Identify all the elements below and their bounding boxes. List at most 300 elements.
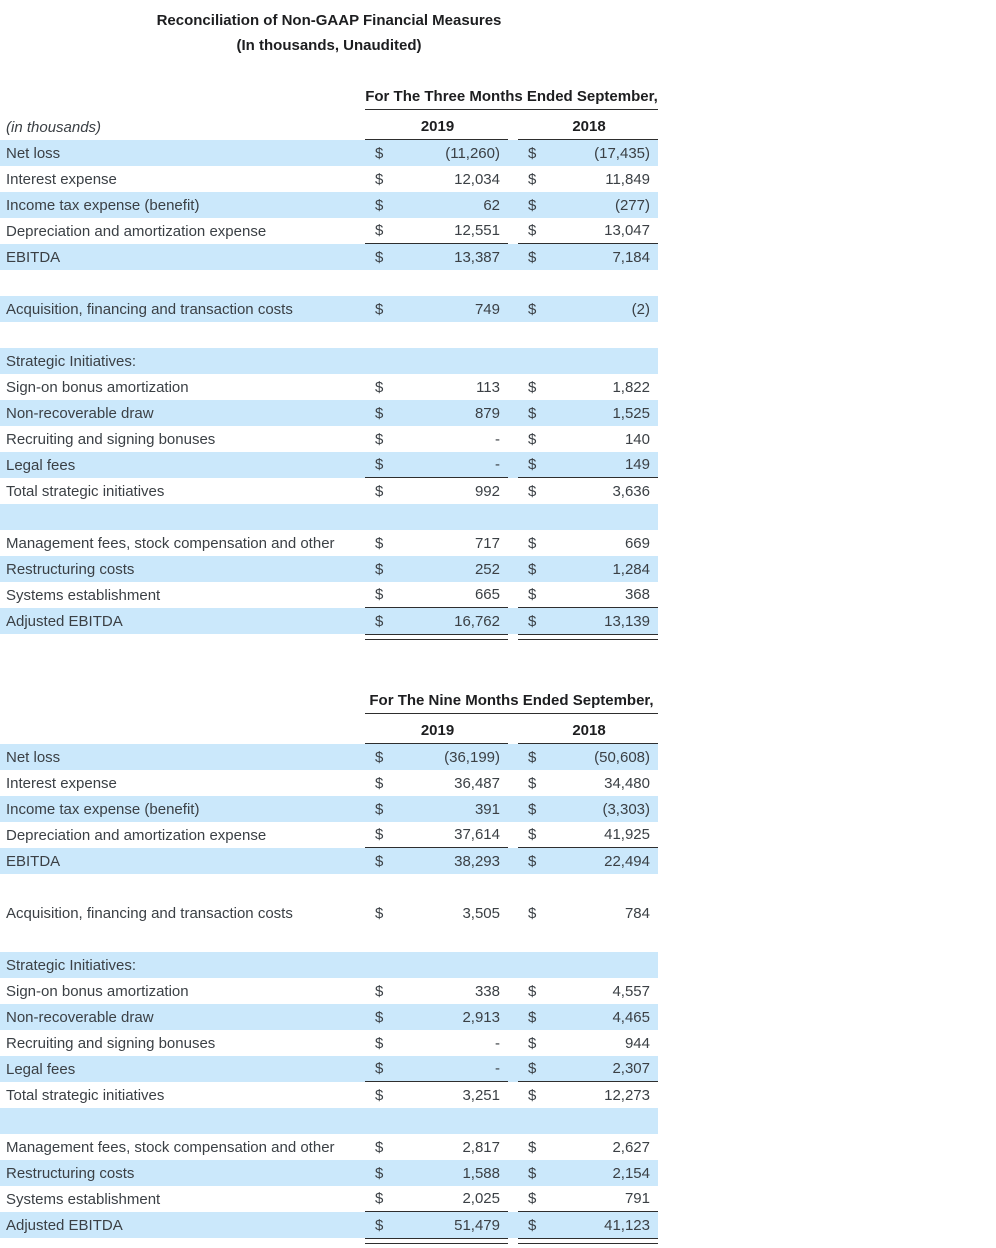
column-gap [508, 978, 518, 1004]
year-column-header-2018: 2018 [518, 714, 658, 744]
in-thousands-note: (in thousands) [6, 119, 102, 136]
dollar-sign: $ [528, 1008, 537, 1026]
column-gap [508, 166, 518, 192]
column-gap [508, 400, 518, 426]
table-row [0, 192, 658, 218]
value: 992 [474, 482, 500, 500]
dollar-sign: $ [375, 1164, 384, 1182]
table-rows [0, 744, 658, 1238]
value-cell [518, 1030, 658, 1056]
row-label: Restructuring costs [6, 1164, 135, 1182]
value-cell [518, 1160, 658, 1186]
value-cell [365, 166, 508, 192]
value-cell [518, 1134, 658, 1160]
dollar-sign: $ [375, 300, 384, 318]
value: 34,480 [604, 774, 650, 792]
value-cell [365, 530, 508, 556]
dollar-sign: $ [375, 170, 384, 188]
dollar-sign: $ [375, 534, 384, 552]
dollar-sign: $ [528, 1216, 537, 1234]
value: 3,505 [462, 904, 500, 922]
value-cell [518, 530, 658, 556]
column-gap [508, 1056, 518, 1082]
dollar-sign: $ [528, 456, 537, 473]
value-cell [365, 374, 508, 400]
period-header-row [0, 688, 658, 714]
value: (36,199) [444, 748, 500, 766]
dollar-sign: $ [528, 404, 537, 422]
table-row [0, 426, 658, 452]
value-cell [518, 978, 658, 1004]
table-row [0, 478, 658, 504]
row-label: Net loss [6, 748, 61, 766]
dollar-sign: $ [375, 456, 384, 473]
double-rule-right [518, 1238, 658, 1244]
column-gap [508, 848, 518, 874]
dollar-sign: $ [375, 1008, 384, 1026]
table-row [0, 900, 658, 926]
value: (11,260) [445, 144, 500, 162]
value: (17,435) [594, 144, 650, 162]
value-cell [518, 296, 658, 322]
value: 41,123 [604, 1216, 650, 1234]
value-cell [518, 744, 658, 770]
value-cell [365, 478, 508, 504]
dollar-sign: $ [375, 1216, 384, 1234]
column-gap [508, 582, 518, 608]
value-cell [365, 582, 508, 608]
row-label: Income tax expense (benefit) [6, 196, 200, 214]
table-row [0, 822, 658, 848]
column-gap [508, 900, 518, 926]
row-label: Adjusted EBITDA [6, 612, 123, 630]
column-gap [508, 822, 518, 848]
dollar-sign: $ [528, 378, 537, 396]
dollar-sign: $ [375, 248, 384, 266]
title-line1: Reconciliation of Non-GAAP Financial Measures [156, 12, 502, 29]
value: 2,627 [612, 1138, 650, 1156]
table-row [0, 848, 658, 874]
column-gap [508, 1238, 518, 1244]
value-cell [518, 166, 658, 192]
table-row [0, 530, 658, 556]
value-cell [518, 582, 658, 608]
dollar-sign: $ [375, 1138, 384, 1156]
column-gap [508, 1160, 518, 1186]
value: - [495, 456, 500, 473]
value: 113 [476, 378, 500, 396]
value: 13,047 [604, 222, 650, 239]
row-label: Total strategic initiatives [6, 1086, 165, 1104]
dollar-sign: $ [375, 222, 384, 239]
value-cell [518, 244, 658, 270]
table-row [0, 374, 658, 400]
value-cell [518, 770, 658, 796]
value: 149 [624, 456, 650, 473]
row-label: Systems establishment [6, 1190, 161, 1208]
dollar-sign: $ [375, 904, 384, 922]
row-label: Total strategic initiatives [6, 482, 165, 500]
column-gap [508, 556, 518, 582]
value: 1,525 [612, 404, 650, 422]
column-gap [508, 296, 518, 322]
year-header-spacer [0, 714, 365, 744]
value: 7,184 [612, 248, 650, 266]
column-gap [508, 140, 518, 166]
value-cell [365, 192, 508, 218]
three-months-table [0, 84, 658, 640]
row-label: Acquisition, financing and transaction costs [6, 904, 293, 922]
dollar-sign: $ [375, 1190, 384, 1207]
value: 12,551 [454, 222, 500, 239]
row-label: EBITDA [6, 852, 61, 870]
dollar-sign: $ [528, 826, 537, 843]
row-label: Recruiting and signing bonuses [6, 1034, 216, 1052]
table-row [0, 978, 658, 1004]
value-cell [365, 1082, 508, 1108]
dollar-sign: $ [375, 612, 384, 630]
value-cell [365, 1160, 508, 1186]
value: 2,154 [612, 1164, 650, 1182]
dollar-sign: $ [375, 748, 384, 766]
dollar-sign: $ [528, 534, 537, 552]
value: 16,762 [454, 612, 500, 630]
table-row [0, 796, 658, 822]
column-gap [508, 1134, 518, 1160]
value: 717 [474, 534, 500, 552]
table-row [0, 770, 658, 796]
year-header-row [0, 110, 658, 140]
table-row [0, 1004, 658, 1030]
value: 1,284 [612, 560, 650, 578]
dollar-sign: $ [375, 774, 384, 792]
row-label: Legal fees [6, 456, 76, 474]
value: 13,387 [454, 248, 500, 266]
value: 3,251 [462, 1086, 500, 1104]
value: 3,636 [612, 482, 650, 500]
value: (50,608) [594, 748, 650, 766]
value: (3,303) [602, 800, 650, 818]
row-label: Strategic Initiatives: [6, 956, 137, 974]
row-label: Restructuring costs [6, 560, 135, 578]
row-label: Systems establishment [6, 586, 161, 604]
value-cell [365, 770, 508, 796]
row-label: Sign-on bonus amortization [6, 982, 189, 1000]
value: - [495, 1060, 500, 1077]
table-row [0, 218, 658, 244]
table-row [0, 1134, 658, 1160]
column-gap [508, 244, 518, 270]
table-row [0, 166, 658, 192]
column-gap [508, 1004, 518, 1030]
value-cell [365, 140, 508, 166]
value-cell [365, 608, 508, 634]
dollar-sign: $ [528, 560, 537, 578]
row-label: Interest expense [6, 170, 117, 188]
table-row [0, 244, 658, 270]
table-rows [0, 140, 658, 634]
double-rule-left [365, 1238, 508, 1244]
value: 1,588 [462, 1164, 500, 1182]
value-cell [365, 1004, 508, 1030]
dollar-sign: $ [528, 1060, 537, 1077]
row-label: Income tax expense (benefit) [6, 800, 200, 818]
value-cell [518, 900, 658, 926]
row-label: Management fees, stock compensation and other [6, 534, 335, 552]
value-cell [518, 608, 658, 634]
dollar-sign: $ [375, 1060, 384, 1077]
table-row [0, 1030, 658, 1056]
nine-months-table [0, 688, 658, 1244]
value-cell [518, 796, 658, 822]
row-label: EBITDA [6, 248, 61, 266]
row-label: Legal fees [6, 1060, 76, 1078]
value: 791 [624, 1190, 650, 1207]
dollar-sign: $ [528, 482, 537, 500]
dollar-sign: $ [375, 586, 384, 603]
value-cell [365, 452, 508, 478]
row-label: Recruiting and signing bonuses [6, 430, 216, 448]
value-cell [518, 140, 658, 166]
value: 41,925 [604, 826, 650, 843]
row-label: Non-recoverable draw [6, 404, 154, 422]
value-cell [365, 218, 508, 244]
value: - [495, 1034, 500, 1052]
value: 37,614 [454, 826, 500, 843]
value-cell [365, 1134, 508, 1160]
value-cell [518, 1082, 658, 1108]
value: 36,487 [454, 774, 500, 792]
table-row [0, 400, 658, 426]
value: 338 [474, 982, 500, 1000]
value-cell [365, 900, 508, 926]
dollar-sign: $ [375, 430, 384, 448]
dollar-sign: $ [375, 404, 384, 422]
dollar-sign: $ [375, 852, 384, 870]
row-label: Depreciation and amortization expense [6, 826, 267, 844]
dollar-sign: $ [375, 982, 384, 1000]
row-label: Non-recoverable draw [6, 1008, 154, 1026]
dollar-sign: $ [528, 300, 537, 318]
column-gap [508, 374, 518, 400]
column-gap [508, 110, 518, 140]
value-cell [365, 426, 508, 452]
spacer-row [0, 270, 658, 296]
value: 4,557 [612, 982, 650, 1000]
spacer-row [0, 926, 658, 952]
value-cell [518, 1056, 658, 1082]
section-header-row [0, 952, 658, 978]
period-header: For The Three Months Ended September, [365, 88, 658, 110]
dollar-sign: $ [375, 144, 384, 162]
dollar-sign: $ [528, 1034, 537, 1052]
dollar-sign: $ [528, 248, 537, 266]
value: 784 [624, 904, 650, 922]
row-label: Strategic Initiatives: [6, 352, 137, 370]
dollar-sign: $ [528, 852, 537, 870]
value: 879 [474, 404, 500, 422]
value: 391 [474, 800, 500, 818]
value-cell [365, 244, 508, 270]
value: 368 [624, 586, 650, 603]
column-gap [508, 1030, 518, 1056]
table-row [0, 1212, 658, 1238]
dollar-sign: $ [375, 1086, 384, 1104]
dollar-sign: $ [528, 586, 537, 603]
table-row [0, 744, 658, 770]
value-cell [365, 1056, 508, 1082]
year-column-header-2019: 2019 [365, 110, 508, 140]
dollar-sign: $ [528, 1086, 537, 1104]
table-row [0, 1056, 658, 1082]
value-cell [518, 822, 658, 848]
column-gap [508, 452, 518, 478]
value-cell [518, 478, 658, 504]
dollar-sign: $ [375, 826, 384, 843]
spacer-row [0, 322, 658, 348]
value-cell [365, 822, 508, 848]
table-row [0, 608, 658, 634]
column-gap [508, 478, 518, 504]
column-gap [508, 770, 518, 796]
row-label: Net loss [6, 144, 61, 162]
year-column-header-2019: 2019 [365, 714, 508, 744]
value: (277) [614, 196, 650, 214]
value: 1,822 [612, 378, 650, 396]
value: 51,479 [454, 1216, 500, 1234]
document-content [0, 8, 658, 1244]
table-row [0, 1186, 658, 1212]
row-label: Depreciation and amortization expense [6, 222, 267, 240]
value-cell [365, 400, 508, 426]
value-cell [518, 452, 658, 478]
value-cell [518, 848, 658, 874]
value: 2,025 [462, 1190, 500, 1207]
column-gap [508, 714, 518, 744]
value: 22,494 [604, 852, 650, 870]
dollar-sign: $ [375, 1034, 384, 1052]
value-cell [518, 556, 658, 582]
column-gap [508, 530, 518, 556]
double-rule-left [365, 634, 508, 640]
dollar-sign: $ [375, 560, 384, 578]
value: 669 [624, 534, 650, 552]
year-column-header-2018: 2018 [518, 110, 658, 140]
value: 62 [483, 196, 500, 214]
row-label: Interest expense [6, 774, 117, 792]
dollar-sign: $ [528, 222, 537, 239]
value-cell [518, 192, 658, 218]
value-cell [365, 744, 508, 770]
table-row [0, 1160, 658, 1186]
table-row [0, 140, 658, 166]
value-cell [518, 218, 658, 244]
dollar-sign: $ [528, 904, 537, 922]
row-label: Sign-on bonus amortization [6, 378, 189, 396]
value-cell [365, 1186, 508, 1212]
table-row [0, 582, 658, 608]
value-cell [518, 1186, 658, 1212]
tables-spacer [0, 640, 658, 688]
spacer-row [0, 874, 658, 900]
year-header-row [0, 714, 658, 744]
value-cell [365, 978, 508, 1004]
dollar-sign: $ [375, 378, 384, 396]
value: 252 [474, 560, 500, 578]
value: 11,849 [605, 170, 650, 188]
value-cell [365, 1212, 508, 1238]
value-cell [365, 1030, 508, 1056]
value-cell [365, 556, 508, 582]
spacer-row [0, 504, 658, 530]
value: 944 [624, 1034, 650, 1052]
value: 665 [474, 586, 500, 603]
value-cell [518, 426, 658, 452]
double-rule-row [0, 1238, 658, 1244]
row-label: Adjusted EBITDA [6, 1216, 123, 1234]
value-cell [365, 296, 508, 322]
value: 4,465 [612, 1008, 650, 1026]
value: 2,307 [612, 1060, 650, 1077]
dollar-sign: $ [528, 800, 537, 818]
column-gap [508, 218, 518, 244]
dollar-sign: $ [375, 800, 384, 818]
table-row [0, 556, 658, 582]
double-rule-right [518, 634, 658, 640]
column-gap [508, 608, 518, 634]
dollar-sign: $ [528, 748, 537, 766]
value: 38,293 [454, 852, 500, 870]
value: 2,913 [462, 1008, 500, 1026]
value-cell [518, 1004, 658, 1030]
dollar-sign: $ [528, 1138, 537, 1156]
column-gap [508, 1082, 518, 1108]
column-gap [508, 426, 518, 452]
row-label: Management fees, stock compensation and other [6, 1138, 335, 1156]
value: (2) [631, 300, 650, 318]
value: 140 [624, 430, 650, 448]
row-label: Acquisition, financing and transaction costs [6, 300, 293, 318]
column-gap [508, 1212, 518, 1238]
value: 13,139 [604, 612, 650, 630]
dollar-sign: $ [528, 612, 537, 630]
value-cell [518, 374, 658, 400]
period-header-row [0, 84, 658, 110]
title-line2: (In thousands, Unaudited) [236, 37, 422, 54]
dollar-sign: $ [528, 144, 537, 162]
column-gap [508, 796, 518, 822]
dollar-sign: $ [528, 774, 537, 792]
dollar-sign: $ [528, 430, 537, 448]
document-title [0, 8, 658, 58]
column-gap [508, 1186, 518, 1212]
table-row [0, 1082, 658, 1108]
dollar-sign: $ [528, 1190, 537, 1207]
title-spacer [0, 58, 658, 84]
value-cell [365, 848, 508, 874]
table-row [0, 296, 658, 322]
spacer-row [0, 1108, 658, 1134]
value-cell [365, 796, 508, 822]
dollar-sign: $ [375, 196, 384, 214]
column-gap [508, 192, 518, 218]
dollar-sign: $ [528, 982, 537, 1000]
dollar-sign: $ [528, 170, 537, 188]
value: 12,034 [454, 170, 500, 188]
section-header-row [0, 348, 658, 374]
value: 12,273 [604, 1086, 650, 1104]
column-gap [508, 634, 518, 640]
